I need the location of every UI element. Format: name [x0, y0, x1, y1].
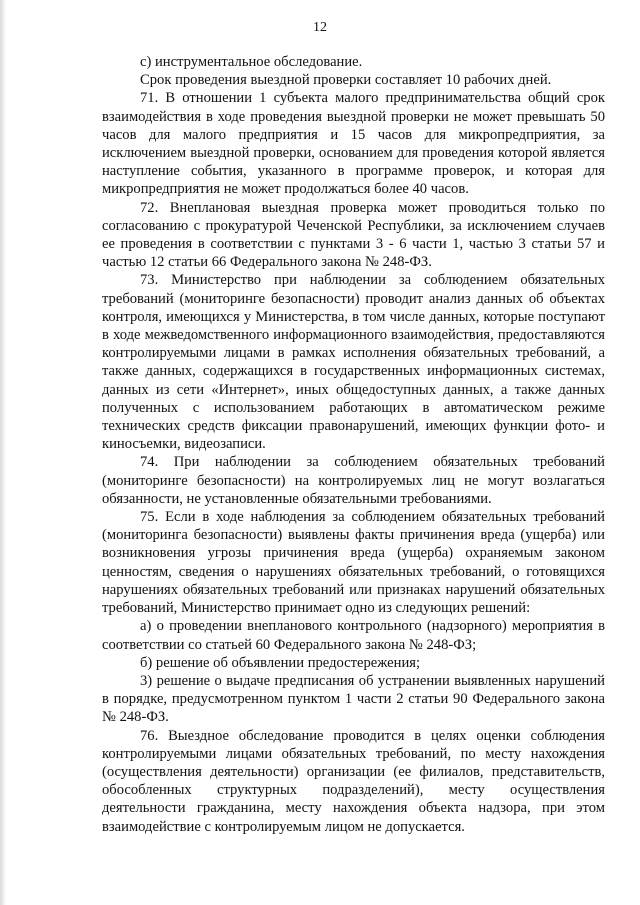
- scan-edge: [0, 0, 6, 905]
- paragraph-inspection-term: Срок проведения выездной проверки составляет 10 рабочих дней.: [140, 72, 552, 89]
- paragraph-75: 75. Если в ходе наблюдения за соблюдением обязательных требований (мониторинга безопасности) выявлены факты причинения вреда (ущерба) или возникновения угрозы причинения вреда (ущерба) охраняемым законом ценностям, сведения о нарушениях обязательных требований, о готовящихся нарушениях обязательных требований или признаках нарушений обязательных требований, Министерство принимает одно из следующих решений:: [102, 509, 605, 617]
- paragraph-75-b: б) решение об объявлении предостережения;: [140, 654, 421, 671]
- page-number: 12: [313, 20, 327, 35]
- paragraph-76: 76. Выездное обследование проводится в целях оценки соблюдения контролируемыми лицами обязательных требований, по месту нахождения (осуществления деятельности) организации (ее филиалов, представительств, обособленных структурных подразделений), месту осуществления деятельности гражданина, месту нахождения объекта надзора, при этом взаимодействие с контролируемым лицом не допускается.: [102, 727, 605, 835]
- paragraph-73: 73. Министерство при наблюдении за соблюдением обязательных требований (мониторинге безопасности) проводит анализ данных об объектах контроля, имеющихся у Министерства, в том числе данных, которые поступают в ходе межведомственного информационного взаимодействия, предоставляются контролируемыми лицами в рамках исполнения обязательных требований, а также данных, содержащихся в государственных информационных системах, данных из сети «Интернет», иных общедоступных данных, а также данных полученных с использованием работающих в автоматическом режиме технических средств фиксации правонарушений, имеющих функции фото- и киносъемки, видеозаписи.: [102, 272, 605, 453]
- paragraph-71: 71. В отношении 1 субъекта малого предпринимательства общий срок взаимодействия в ходе проведения выездной проверки не может превышать 50 часов для малого предприятия и 15 часов для микропредприятия, за исключением выездной проверки, основанием для проведения которой является наступление события, указанного в программе проверок, и которая для микропредприятия не может продолжаться более 40 часов.: [102, 90, 605, 198]
- paragraph-72: 72. Внеплановая выездная проверка может проводиться только по согласованию с прокуратурой Чеченской Республики, за исключением случаев ее проведения в соответствии с пунктами 3 - 6 части 1, частью 3 статьи 57 и частью 12 статьи 66 Федерального закона № 248-ФЗ.: [102, 199, 605, 271]
- document-body: [102, 53, 605, 836]
- paragraph-75-a: а) о проведении внепланового контрольного (надзорного) мероприятия в соответствии со статьей 60 Федерального закона № 248-ФЗ;: [102, 618, 605, 653]
- paragraph-75-3: 3) решение о выдаче предписания об устранении выявленных нарушений в порядке, предусмотренном пунктом 1 части 2 статьи 90 Федерального закона № 248-ФЗ.: [102, 672, 605, 726]
- paragraph-item-c: с) инструментальное обследование.: [140, 54, 363, 70]
- paragraph-74: 74. При наблюдении за соблюдением обязательных требований (мониторинге безопасности) на контролируемых лиц не могут возлагаться обязанности, не установленные обязательными требованиями.: [102, 454, 605, 507]
